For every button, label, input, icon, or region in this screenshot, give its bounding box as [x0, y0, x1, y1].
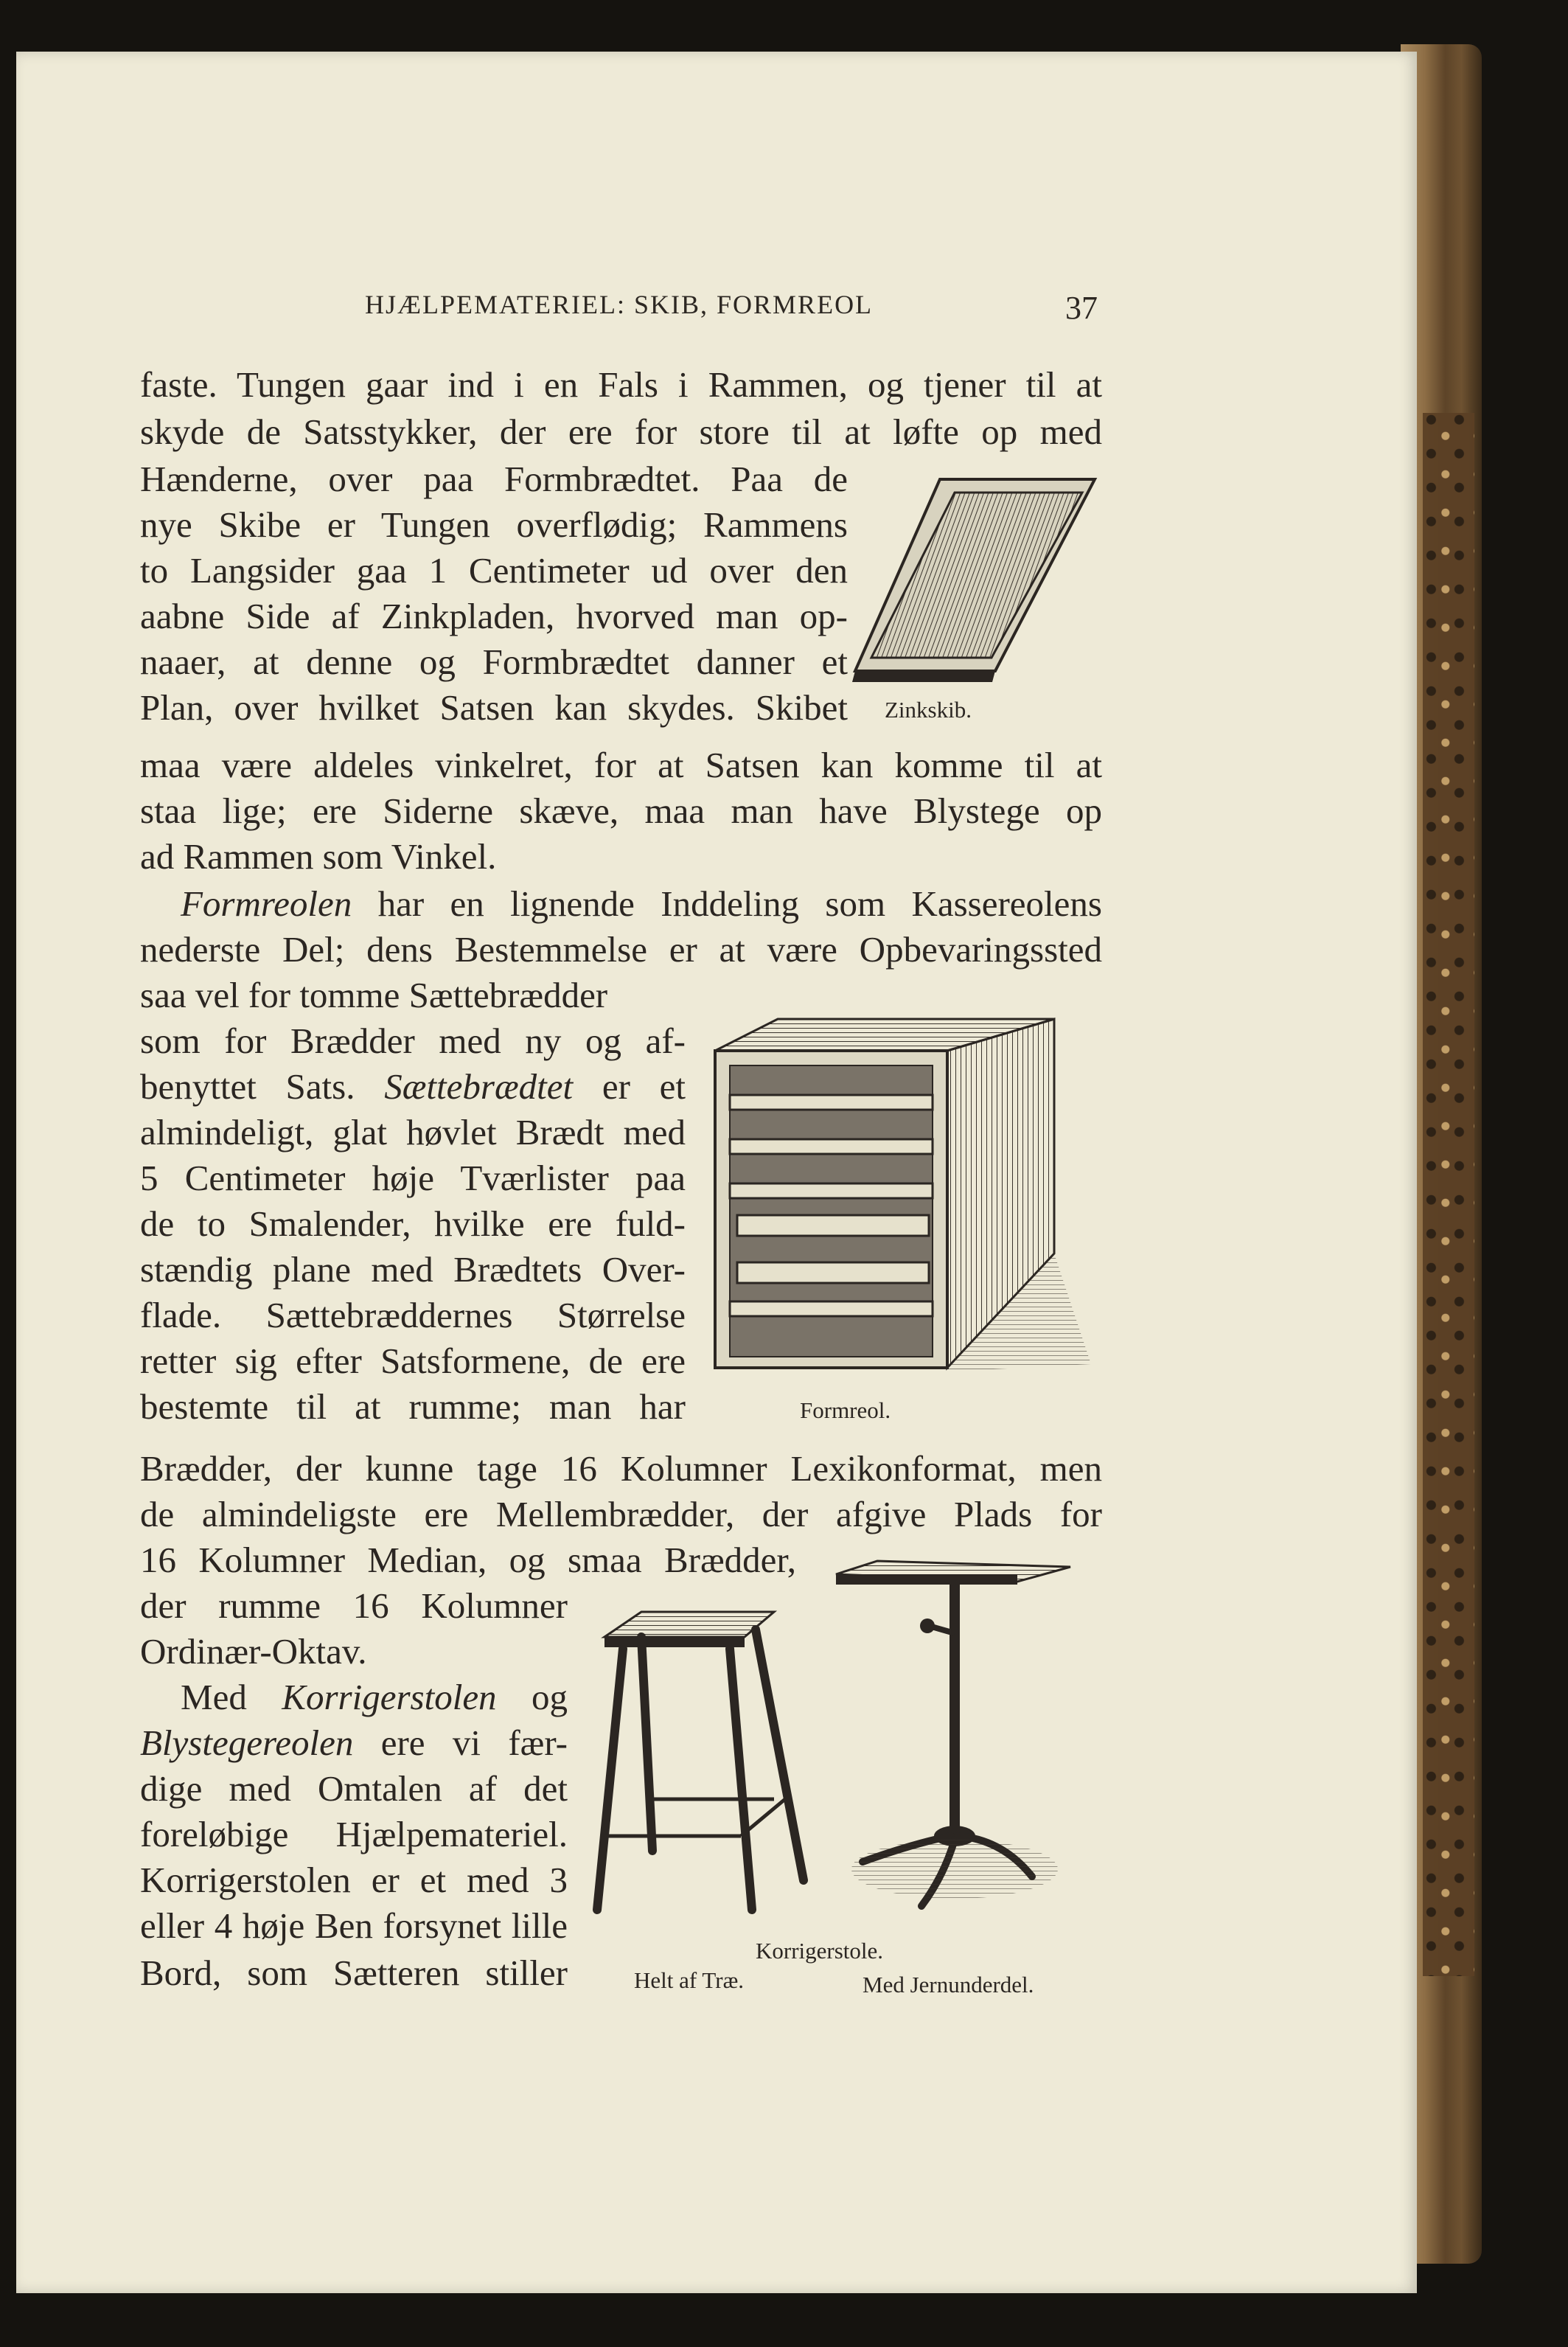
- text-line: bestemte til at rumme; man har: [140, 1386, 686, 1427]
- italic-term: Formreolen: [181, 883, 352, 924]
- caption-formreol: Formreol.: [800, 1397, 891, 1423]
- text-line: Med Korrigerstolen og: [181, 1677, 568, 1717]
- text-line: der rumme 16 Kolumner: [140, 1585, 568, 1626]
- text-line: ad Rammen som Vinkel.: [140, 836, 497, 877]
- text-line: flade. Sættebræddernes Størrelse: [140, 1295, 686, 1335]
- text-line: aabne Side af Zinkpladen, hvorved man op-: [140, 596, 848, 636]
- text-line: nye Skibe er Tungen overflødig; Rammens: [140, 504, 848, 545]
- text-line: 16 Kolumner Median, og smaa Brædder,: [140, 1540, 796, 1580]
- text-line: Blystegereolen ere vi fær-: [140, 1722, 568, 1763]
- iron-stool-illustration: [833, 1552, 1084, 1921]
- text-line: stændig plane med Brædtets Over-: [140, 1249, 686, 1290]
- text-line: de to Smalender, hvilke ere fuld-: [140, 1203, 686, 1244]
- wooden-stool-illustration: [582, 1607, 818, 1924]
- caption-helt-af-trae: Helt af Træ.: [634, 1967, 744, 1993]
- text-line: Hænderne, over paa Formbrædtet. Paa de: [140, 459, 848, 499]
- text-line: naaer, at denne og Formbrædtet danner et: [140, 641, 848, 682]
- text-line: 5 Centimeter høje Tværlister paa: [140, 1158, 686, 1198]
- text-line: maa være aldeles vinkelret, for at Satsen kan komme til at: [140, 745, 1102, 785]
- caption-med-jernunderdel: Med Jernunderdel.: [863, 1972, 1034, 1997]
- italic-term: Korrigerstolen: [282, 1677, 497, 1717]
- text-line: Formreolen har en lignende Inddeling som Kassereolens: [181, 883, 1102, 924]
- text-line: Plan, over hvilket Satsen kan skydes. Skibet: [140, 687, 848, 728]
- text-line: eller 4 høje Ben forsynet lille: [140, 1905, 568, 1946]
- text-line: Bord, som Sætteren stiller: [140, 1953, 568, 1993]
- text-line: Ordinær-Oktav.: [140, 1631, 367, 1672]
- text-line: faste. Tungen gaar ind i en Fals i Rammen, og tjener til at: [140, 364, 1102, 405]
- text-line: benyttet Sats. Sættebrædtet er et: [140, 1066, 686, 1107]
- italic-term: Sættebrædtet: [384, 1066, 574, 1107]
- marbled-binding: [1423, 413, 1474, 1976]
- caption-korrigerstole: Korrigerstole.: [756, 1938, 884, 1964]
- text-line: skyde de Satsstykker, der ere for store til at løfte op med: [140, 411, 1102, 452]
- text-line: de almindeligste ere Mellembrædder, der afgive Plads for: [140, 1494, 1102, 1534]
- text-line: staa lige; ere Siderne skæve, maa man have Blystege op: [140, 790, 1102, 831]
- page-number: 37: [1065, 290, 1098, 326]
- running-head: HJÆLPEMATERIEL: SKIB, FORMREOL: [365, 290, 874, 319]
- zinkskib-illustration: [848, 465, 1106, 686]
- formreol-illustration: [708, 1010, 1098, 1379]
- caption-zinkskib: Zinkskib.: [885, 697, 972, 723]
- text-line: Brædder, der kunne tage 16 Kolumner Lexikonformat, men: [140, 1448, 1102, 1489]
- italic-term: Blystegereolen: [140, 1722, 354, 1763]
- text-line: nederste Del; dens Bestemmelse er at være Opbevaringssted: [140, 929, 1102, 970]
- text-line: saa vel for tomme Sættebrædder: [140, 975, 608, 1015]
- text-line: to Langsider gaa 1 Centimeter ud over den: [140, 550, 848, 591]
- text-line: almindeligt, glat høvlet Brædt med: [140, 1112, 686, 1152]
- text-line: dige med Omtalen af det: [140, 1768, 568, 1809]
- text-line: foreløbige Hjælpemateriel.: [140, 1814, 568, 1854]
- text-line: Korrigerstolen er et med 3: [140, 1860, 568, 1900]
- text-line: retter sig efter Satsformene, de ere: [140, 1341, 686, 1381]
- text-line: som for Brædder med ny og af-: [140, 1020, 686, 1061]
